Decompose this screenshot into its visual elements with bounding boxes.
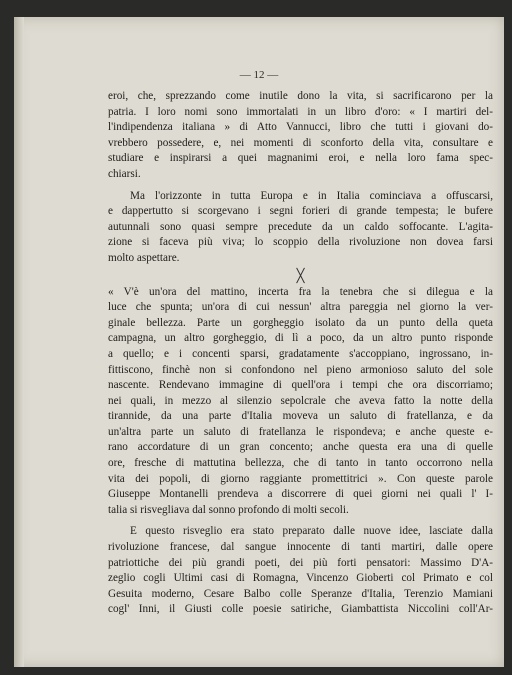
body-text <box>108 89 493 618</box>
text-line: talia si risvegliava dal sonno profondo di molti secoli. <box>108 503 349 516</box>
text-line: studiare e inspirarsi a quei magnanimi eroi, e nella loro fama spec- <box>108 152 493 165</box>
text-line: zione si faceva più viva; lo scoppio della rivoluzione non dovea farsi <box>108 236 493 249</box>
text-line: l'indipendenza italiana » di Atto Vannucci, libro che tutti i giovani do- <box>108 121 493 134</box>
text-line: « V'è un'ora del mattino, incerta fra la tenebra che si dilegua e la <box>108 285 493 298</box>
text-line: nei quali, in mezzo al silenzio sepolcrale che aveva fatto la notte della <box>108 394 493 407</box>
text-line: eroi, che, sprezzando come inutile dono la vita, si sacrificarono per la <box>108 90 493 102</box>
book-page <box>14 17 504 667</box>
text-line: rano accordature di un gran concento; anche questa era una di quelle <box>108 441 493 454</box>
text-line: ore, fresche di mattutina bellezza, che di tanto in tanto occorrono nella <box>108 457 493 470</box>
text-line: ginale bellezza. Parte un gorgheggio isolato da un punto della queta <box>108 316 493 329</box>
text-line: cogl' Inni, il Giusti colle poesie satiriche, Giambattista Niccolini coll'Ar- <box>108 603 493 616</box>
page-number: — 12 — <box>239 69 279 81</box>
text-line: chiarsi. <box>108 167 141 180</box>
text-line: autunnali sono quasi sempre precedute da un caldo soffocante. L'agita- <box>108 220 493 233</box>
text-line: vrebbero possedere, e, nei momenti di sconforto della vita, consultare e <box>108 136 493 149</box>
text-line: patriottiche dei più grandi poeti, dei più forti pensatori: Massimo D'A- <box>108 556 493 569</box>
text-line: campagna, un altro gorgheggio, di lì a poco, da un altro punto risponde <box>108 332 493 345</box>
text-line: rivoluzione francese, dal sangue innocente di tanti martiri, dalle opere <box>108 541 493 554</box>
text-line: luce che spunta; un'ora di cui nessun' altra pareggia nel giorno la ver- <box>108 301 493 314</box>
text-line: vita dei popoli, di giorno raggiante promettitrici ». Con queste parole <box>108 472 493 485</box>
text-line: e dappertutto si scorgevano i segni forieri di grande tempesta; le bufere <box>108 205 493 218</box>
text-line: molto aspettare. <box>108 251 180 264</box>
text-line: nascente. Rendevano immagine di quell'ora i tempi che ora discorriamo; <box>108 379 493 392</box>
text-line: tirannide, da una parte d'Italia moveva un saluto di fratellanza, e da <box>108 410 493 423</box>
text-line: un'altra parte un saluto di fratellanza le rispondeva; e anche queste e- <box>108 425 493 438</box>
section-separator: ╳ <box>296 267 305 283</box>
page-binding-edge <box>14 17 24 667</box>
text-line: patria. I loro nomi sono immortalati in un libro d'oro: « I martiri del- <box>108 105 493 118</box>
text-line: Ma l'orizzonte in tutta Europa e in Italia cominciava a offuscarsi, <box>130 189 493 202</box>
text-line: Gesuita moderno, Cesare Balbo colle Speranze d'Italia, Terenzio Mamiani <box>108 587 493 600</box>
text-line: Giuseppe Montanelli prendeva a discorrere di quei giorni nei quali l' I- <box>108 488 493 501</box>
text-line: E questo risveglio era stato preparato dalle nuove idee, lasciate dalla <box>130 525 493 538</box>
text-line: fittiscono, finchè non si confondono nel pieno armonioso saluto del sole <box>108 363 493 376</box>
text-line: a quello; e i concenti sparsi, gradatamente s'accoppiano, ingrossano, in- <box>108 347 493 360</box>
text-line: zeglio cogli Ultimi casi di Romagna, Vincenzo Gioberti col Primato e col <box>108 572 493 585</box>
